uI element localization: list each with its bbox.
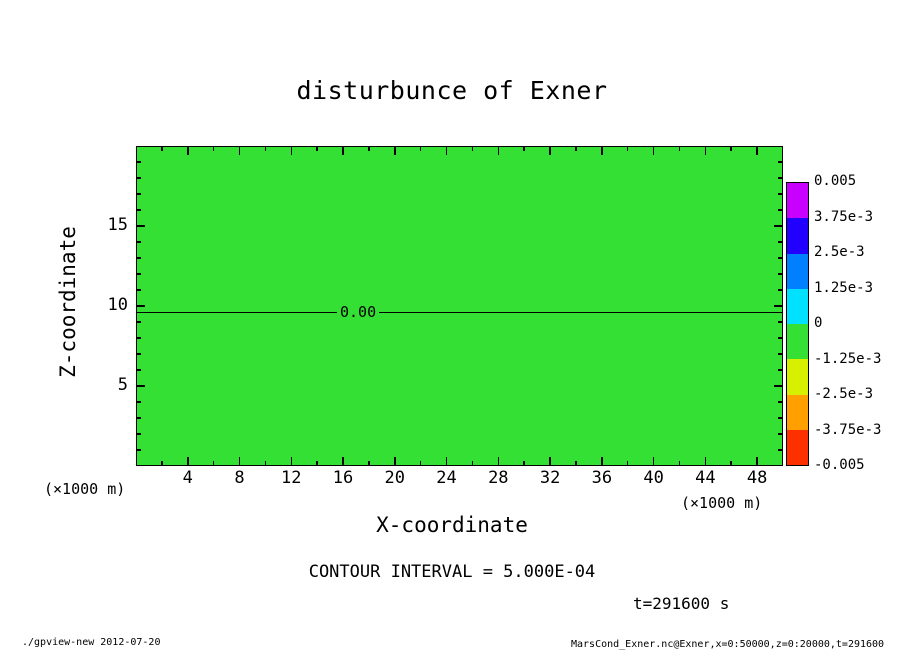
x-tick-minor: [316, 146, 318, 151]
y-tick-minor: [778, 193, 783, 195]
x-tick-minor: [316, 461, 318, 466]
x-tick: [549, 146, 551, 155]
y-tick-minor: [136, 273, 141, 275]
field-fill: [137, 147, 782, 465]
colorbar-tick-label: 3.75e-3: [814, 208, 874, 225]
x-tick-minor: [213, 146, 215, 151]
x-tick-label: 32: [539, 468, 561, 488]
y-tick-label: 10: [107, 295, 128, 315]
x-tick-minor: [472, 146, 474, 151]
y-tick-minor: [136, 209, 141, 211]
x-tick-minor: [472, 461, 474, 466]
x-tick: [601, 146, 603, 155]
x-tick-label: 12: [281, 468, 302, 488]
x-tick-label: 4: [182, 468, 193, 488]
x-tick: [756, 146, 758, 155]
x-tick-minor: [161, 461, 163, 466]
x-tick-label: 8: [234, 468, 245, 488]
y-tick-minor: [778, 433, 783, 435]
x-tick-minor: [161, 146, 163, 151]
colorbar-band: [787, 359, 808, 394]
colorbar-band: [787, 430, 808, 465]
y-tick: [774, 305, 783, 307]
colorbar: [786, 182, 809, 466]
colorbar-band: [787, 395, 808, 430]
y-axis-unit: (×1000 m): [44, 480, 126, 498]
y-tick-minor: [778, 417, 783, 419]
x-tick: [498, 146, 500, 155]
colorbar-tick-label: 2.5e-3: [814, 244, 865, 260]
colorbar-tick-label: -3.75e-3: [814, 421, 882, 438]
y-tick-minor: [778, 369, 783, 371]
x-tick: [756, 457, 758, 466]
y-tick-minor: [778, 353, 783, 355]
x-tick-label: 28: [488, 468, 509, 488]
y-tick-minor: [136, 289, 141, 291]
x-tick-label: 44: [695, 468, 716, 488]
y-tick-minor: [778, 337, 783, 339]
colorbar-tick-label: 0: [814, 315, 823, 331]
x-tick: [394, 457, 396, 466]
x-tick: [446, 146, 448, 155]
contour-line-zero: [137, 312, 782, 313]
x-tick-minor: [679, 461, 681, 466]
x-tick-label: 40: [643, 468, 664, 488]
y-tick: [774, 385, 783, 387]
x-tick-label: 24: [436, 468, 457, 488]
x-tick: [549, 457, 551, 466]
x-tick-label: 48: [746, 468, 768, 488]
plot-area: [136, 146, 783, 466]
y-tick-minor: [778, 241, 783, 243]
contour-interval-text: CONTOUR INTERVAL = 5.000E-04: [308, 562, 596, 582]
y-tick-minor: [778, 177, 783, 179]
y-tick-minor: [136, 401, 141, 403]
x-axis-unit: (×1000 m): [681, 494, 763, 512]
y-tick: [774, 225, 783, 227]
y-tick-minor: [778, 449, 783, 451]
y-tick-minor: [136, 433, 141, 435]
y-tick-minor: [136, 177, 141, 179]
y-tick-minor: [136, 241, 141, 243]
x-tick-minor: [730, 146, 732, 151]
y-tick-minor: [136, 161, 141, 163]
y-axis-title: Z-coordinate: [56, 226, 80, 378]
x-tick: [653, 146, 655, 155]
y-tick: [136, 305, 145, 307]
x-tick-minor: [627, 461, 629, 466]
y-tick-minor: [778, 401, 783, 403]
x-tick: [187, 457, 189, 466]
x-tick: [498, 457, 500, 466]
footer-right-text: MarsCond_Exner.nc@Exner,x=0:50000,z=0:20000,t=291600: [571, 639, 885, 650]
x-tick-minor: [420, 146, 422, 151]
y-tick-minor: [136, 193, 141, 195]
y-tick-minor: [136, 449, 141, 451]
x-tick-label: 16: [332, 468, 354, 488]
colorbar-tick-label: -1.25e-3: [814, 350, 882, 367]
y-tick-minor: [136, 353, 141, 355]
x-tick-minor: [368, 146, 370, 151]
x-tick: [653, 457, 655, 466]
x-tick: [239, 146, 241, 155]
y-tick: [136, 385, 145, 387]
x-tick: [446, 457, 448, 466]
chart-title: disturbunce of Exner: [296, 76, 608, 105]
y-tick-minor: [136, 417, 141, 419]
x-tick-label: 20: [384, 468, 406, 488]
x-tick-minor: [575, 461, 577, 466]
x-tick: [342, 457, 344, 466]
colorbar-tick-label: 1.25e-3: [814, 279, 874, 296]
x-tick-minor: [730, 461, 732, 466]
y-tick-minor: [778, 161, 783, 163]
time-label: t=291600 s: [633, 594, 730, 613]
colorbar-tick-label: 0.005: [814, 173, 857, 189]
y-tick-minor: [778, 321, 783, 323]
y-tick-minor: [778, 273, 783, 275]
x-tick: [394, 146, 396, 155]
x-tick: [239, 457, 241, 466]
colorbar-band: [787, 289, 808, 324]
colorbar-band: [787, 324, 808, 359]
y-tick-minor: [136, 257, 141, 259]
y-tick-minor: [136, 337, 141, 339]
y-tick-minor: [136, 369, 141, 371]
x-tick-minor: [679, 146, 681, 151]
contour-label: 0.00: [337, 303, 379, 321]
colorbar-band: [787, 254, 808, 289]
footer-left-text: ./gpview-new 2012-07-20: [22, 637, 161, 648]
x-tick-minor: [420, 461, 422, 466]
y-tick: [136, 225, 145, 227]
x-tick-minor: [575, 146, 577, 151]
x-tick-minor: [523, 146, 525, 151]
x-tick-minor: [523, 461, 525, 466]
y-tick-minor: [136, 321, 141, 323]
x-tick: [187, 146, 189, 155]
colorbar-band: [787, 183, 808, 218]
x-tick-minor: [213, 461, 215, 466]
colorbar-tick-label: -2.5e-3: [814, 386, 874, 402]
x-tick-minor: [368, 461, 370, 466]
x-tick: [601, 457, 603, 466]
y-tick-label: 15: [107, 215, 128, 235]
x-tick-minor: [265, 146, 267, 151]
y-tick-minor: [778, 257, 783, 259]
y-tick-minor: [778, 209, 783, 211]
x-tick: [705, 146, 707, 155]
x-tick: [291, 146, 293, 155]
x-tick-minor: [627, 146, 629, 151]
x-tick: [705, 457, 707, 466]
x-tick: [291, 457, 293, 466]
colorbar-band: [787, 218, 808, 253]
x-tick: [342, 146, 344, 155]
x-tick-label: 36: [591, 468, 613, 488]
y-tick-minor: [778, 289, 783, 291]
colorbar-tick-label: -0.005: [814, 457, 865, 473]
x-axis-title: X-coordinate: [376, 513, 528, 537]
y-tick-label: 5: [117, 375, 128, 395]
x-tick-minor: [265, 461, 267, 466]
